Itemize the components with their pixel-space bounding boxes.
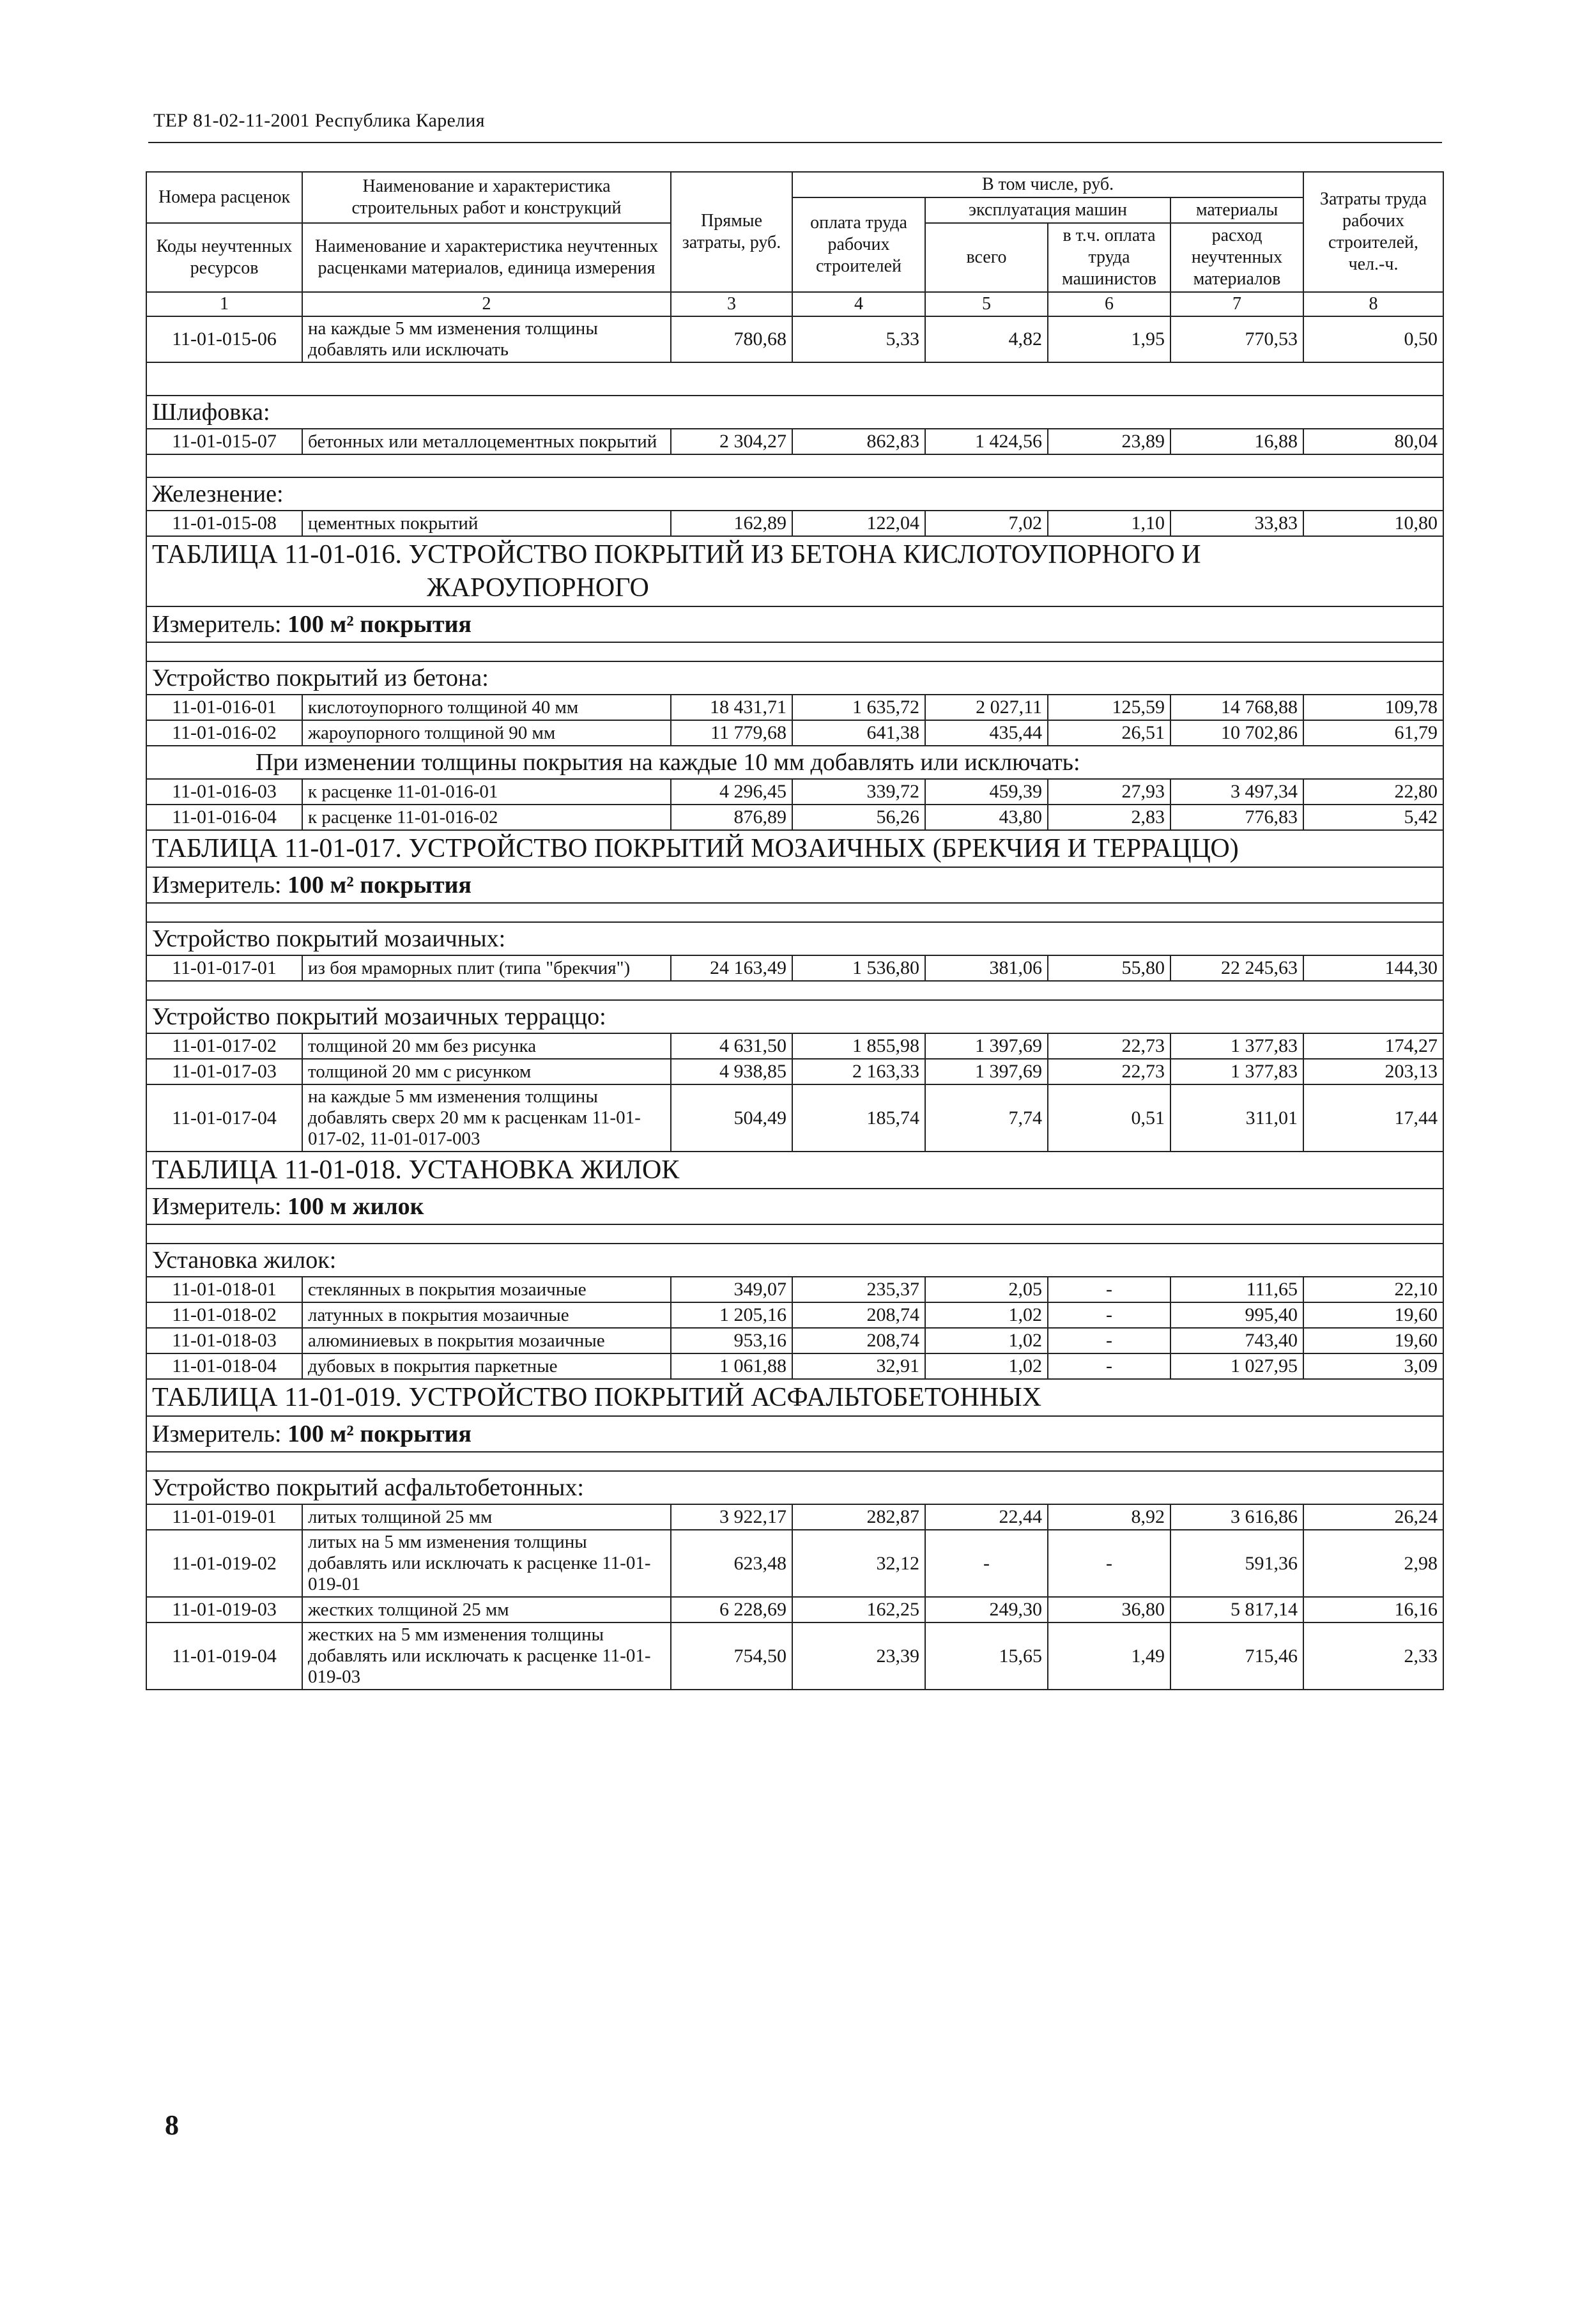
operators-pay: 55,80 (1048, 955, 1170, 981)
table-row (146, 1059, 1443, 1084)
section-title: Установка жилок: (146, 1244, 1443, 1277)
direct-costs: 18 431,71 (671, 695, 792, 720)
operators-pay: - (1048, 1353, 1170, 1379)
rate-code: 11-01-015-08 (146, 511, 302, 536)
column-number: 5 (925, 292, 1048, 316)
materials: 770,53 (1170, 316, 1303, 362)
rate-name: литых толщиной 25 мм (302, 1504, 671, 1530)
table-row (146, 1353, 1443, 1379)
column-numbers-row (146, 292, 1443, 316)
col-materials-header: материалы (1170, 197, 1303, 223)
measure-label: Измеритель: (152, 1193, 288, 1220)
table-row (146, 805, 1443, 830)
rate-code: 11-01-018-03 (146, 1328, 302, 1353)
rate-code: 11-01-017-02 (146, 1033, 302, 1059)
col-rate-number-header: Номера расценок (146, 172, 302, 223)
materials: 715,46 (1170, 1622, 1303, 1690)
machines-total: 1,02 (925, 1353, 1048, 1379)
column-number: 3 (671, 292, 792, 316)
spacer (146, 903, 1443, 922)
labor-hours: 10,80 (1303, 511, 1443, 536)
labor-hours: 3,09 (1303, 1353, 1443, 1379)
machines-total: 43,80 (925, 805, 1048, 830)
table-row (146, 1530, 1443, 1597)
machines-total: 1,02 (925, 1302, 1048, 1328)
operators-pay: - (1048, 1277, 1170, 1302)
col-labor-pay-header: оплата труда рабочих строителей (792, 197, 925, 292)
labor-hours: 2,98 (1303, 1530, 1443, 1597)
labor-pay: 122,04 (792, 511, 925, 536)
rate-code: 11-01-017-04 (146, 1084, 302, 1152)
direct-costs: 3 922,17 (671, 1504, 792, 1530)
spacer (146, 454, 1443, 477)
materials: 1 377,83 (1170, 1033, 1303, 1059)
rate-code: 11-01-016-03 (146, 779, 302, 805)
spacer (146, 362, 1443, 396)
rate-name: жароупорного толщиной 90 мм (302, 720, 671, 746)
table-row (146, 1302, 1443, 1328)
labor-hours: 80,04 (1303, 429, 1443, 454)
measure-label: Измеритель: (152, 1421, 288, 1447)
materials: 311,01 (1170, 1084, 1303, 1152)
rate-code: 11-01-018-01 (146, 1277, 302, 1302)
measure-unit (146, 867, 1443, 903)
machines-total: 249,30 (925, 1597, 1048, 1622)
labor-pay: 5,33 (792, 316, 925, 362)
direct-costs: 754,50 (671, 1622, 792, 1690)
rate-name: толщиной 20 мм без рисунка (302, 1033, 671, 1059)
rate-code: 11-01-017-03 (146, 1059, 302, 1084)
materials: 5 817,14 (1170, 1597, 1303, 1622)
table-row (146, 1033, 1443, 1059)
column-number: 1 (146, 292, 302, 316)
table-row (146, 511, 1443, 536)
col-labor-hours-header: Затраты труда рабочих строителей, чел.-ч. (1303, 172, 1443, 292)
operators-pay: - (1048, 1302, 1170, 1328)
table-row (146, 1504, 1443, 1530)
rate-name: алюминиевых в покрытия мозаичные (302, 1328, 671, 1353)
machines-total: 7,02 (925, 511, 1048, 536)
labor-pay: 282,87 (792, 1504, 925, 1530)
labor-pay: 162,25 (792, 1597, 925, 1622)
rate-name: бетонных или металлоцементных покрытий (302, 429, 671, 454)
materials: 111,65 (1170, 1277, 1303, 1302)
labor-hours: 16,16 (1303, 1597, 1443, 1622)
labor-pay: 235,37 (792, 1277, 925, 1302)
operators-pay: 22,73 (1048, 1059, 1170, 1084)
table-row (146, 1597, 1443, 1622)
operators-pay: 23,89 (1048, 429, 1170, 454)
table-row (146, 1277, 1443, 1302)
labor-hours: 19,60 (1303, 1328, 1443, 1353)
direct-costs: 11 779,68 (671, 720, 792, 746)
labor-hours: 5,42 (1303, 805, 1443, 830)
section-title: Устройство покрытий мозаичных терраццо: (146, 1000, 1443, 1033)
direct-costs: 4 631,50 (671, 1033, 792, 1059)
direct-costs: 953,16 (671, 1328, 792, 1353)
table-row (146, 1328, 1443, 1353)
rate-name: дубовых в покрытия паркетные (302, 1353, 671, 1379)
labor-pay: 23,39 (792, 1622, 925, 1690)
direct-costs: 6 228,69 (671, 1597, 792, 1622)
materials: 1 027,95 (1170, 1353, 1303, 1379)
labor-pay: 1 536,80 (792, 955, 925, 981)
labor-pay: 2 163,33 (792, 1059, 925, 1084)
col-unaccounted-name-header: Наименование и характеристика неучтенных расценками материалов, единица измерения (302, 223, 671, 292)
labor-pay: 208,74 (792, 1302, 925, 1328)
operators-pay: 36,80 (1048, 1597, 1170, 1622)
rate-code: 11-01-015-07 (146, 429, 302, 454)
operators-pay: 0,51 (1048, 1084, 1170, 1152)
direct-costs: 623,48 (671, 1530, 792, 1597)
rate-code: 11-01-019-04 (146, 1622, 302, 1690)
measure-value: 100 м² покрытия (288, 872, 472, 898)
direct-costs: 876,89 (671, 805, 792, 830)
col-unaccounted-materials-header: расход неучтенных материалов (1170, 223, 1303, 292)
labor-hours: 17,44 (1303, 1084, 1443, 1152)
measure-label: Измеритель: (152, 872, 288, 898)
spacer (146, 981, 1443, 1000)
machines-total: 459,39 (925, 779, 1048, 805)
table-title (146, 536, 1443, 606)
table-title: ТАБЛИЦА 11-01-018. УСТАНОВКА ЖИЛОК (146, 1152, 1443, 1189)
table-row (146, 1084, 1443, 1152)
labor-hours: 203,13 (1303, 1059, 1443, 1084)
rate-name: литых на 5 мм изменения толщины добавлять или исключать к расценке 11-01-019-01 (302, 1530, 671, 1597)
operators-pay: 22,73 (1048, 1033, 1170, 1059)
materials: 591,36 (1170, 1530, 1303, 1597)
direct-costs: 162,89 (671, 511, 792, 536)
col-machines-header: эксплуатация машин (925, 197, 1170, 223)
table-row (146, 1622, 1443, 1690)
direct-costs: 1 205,16 (671, 1302, 792, 1328)
labor-hours: 174,27 (1303, 1033, 1443, 1059)
labor-hours: 19,60 (1303, 1302, 1443, 1328)
col-resource-codes-header: Коды неучтенных ресурсов (146, 223, 302, 292)
machines-total: 381,06 (925, 955, 1048, 981)
rate-name: из боя мраморных плит (типа "брекчия") (302, 955, 671, 981)
machines-total: - (925, 1530, 1048, 1597)
materials: 1 377,83 (1170, 1059, 1303, 1084)
rate-code: 11-01-016-01 (146, 695, 302, 720)
machines-total: 22,44 (925, 1504, 1048, 1530)
col-machines-total-header: всего (925, 223, 1048, 292)
direct-costs: 2 304,27 (671, 429, 792, 454)
machines-total: 1,02 (925, 1328, 1048, 1353)
labor-hours: 61,79 (1303, 720, 1443, 746)
column-number: 8 (1303, 292, 1443, 316)
labor-pay: 56,26 (792, 805, 925, 830)
col-operators-pay-header: в т.ч. оплата труда машинистов (1048, 223, 1170, 292)
labor-pay: 339,72 (792, 779, 925, 805)
rate-name: латунных в покрытия мозаичные (302, 1302, 671, 1328)
direct-costs: 24 163,49 (671, 955, 792, 981)
table-row (146, 720, 1443, 746)
table-title-line: ТАБЛИЦА 11-01-016. УСТРОЙСТВО ПОКРЫТИЙ ИЗ БЕТОНА КИСЛОТОУПОРНОГО И (152, 540, 1201, 569)
rate-code: 11-01-018-02 (146, 1302, 302, 1328)
direct-costs: 4 296,45 (671, 779, 792, 805)
measure-value: 100 м жилок (288, 1193, 424, 1220)
operators-pay: 1,10 (1048, 511, 1170, 536)
direct-costs: 504,49 (671, 1084, 792, 1152)
operators-pay: - (1048, 1530, 1170, 1597)
labor-hours: 144,30 (1303, 955, 1443, 981)
operators-pay: 1,49 (1048, 1622, 1170, 1690)
machines-total: 2,05 (925, 1277, 1048, 1302)
column-number: 4 (792, 292, 925, 316)
materials: 995,40 (1170, 1302, 1303, 1328)
materials: 33,83 (1170, 511, 1303, 536)
operators-pay: 27,93 (1048, 779, 1170, 805)
direct-costs: 780,68 (671, 316, 792, 362)
materials: 16,88 (1170, 429, 1303, 454)
rate-name: жестких на 5 мм изменения толщины добавлять или исключать к расценке 11-01-019-03 (302, 1622, 671, 1690)
rate-name: к расценке 11-01-016-01 (302, 779, 671, 805)
materials: 10 702,86 (1170, 720, 1303, 746)
labor-pay: 208,74 (792, 1328, 925, 1353)
table-row (146, 955, 1443, 981)
rate-code: 11-01-016-04 (146, 805, 302, 830)
measure-unit (146, 1189, 1443, 1224)
labor-hours: 2,33 (1303, 1622, 1443, 1690)
operators-pay: 8,92 (1048, 1504, 1170, 1530)
document-header: ТЕР 81-02-11-2001 Республика Карелия (153, 110, 485, 131)
labor-hours: 22,10 (1303, 1277, 1443, 1302)
rate-code: 11-01-016-02 (146, 720, 302, 746)
table-row (146, 695, 1443, 720)
col-direct-costs-header: Прямые затраты, руб. (671, 172, 792, 292)
operators-pay: 125,59 (1048, 695, 1170, 720)
operators-pay: 26,51 (1048, 720, 1170, 746)
machines-total: 7,74 (925, 1084, 1048, 1152)
column-number: 7 (1170, 292, 1303, 316)
measure-value: 100 м² покрытия (288, 611, 472, 638)
materials: 3 497,34 (1170, 779, 1303, 805)
labor-pay: 862,83 (792, 429, 925, 454)
operators-pay: 1,95 (1048, 316, 1170, 362)
machines-total: 4,82 (925, 316, 1048, 362)
labor-hours: 0,50 (1303, 316, 1443, 362)
spacer (146, 1452, 1443, 1471)
section-title: Устройство покрытий из бетона: (146, 661, 1443, 695)
labor-pay: 641,38 (792, 720, 925, 746)
col-including-header: В том числе, руб. (792, 172, 1303, 197)
rate-name: на каждые 5 мм изменения толщины добавлять сверх 20 мм к расценкам 11-01-017-02, 11-01-017-003 (302, 1084, 671, 1152)
machines-total: 1 397,69 (925, 1059, 1048, 1084)
column-number: 2 (302, 292, 671, 316)
table-row (146, 779, 1443, 805)
header-divider (148, 142, 1442, 143)
materials: 3 616,86 (1170, 1504, 1303, 1530)
rate-name: цементных покрытий (302, 511, 671, 536)
rate-name: кислотоупорного толщиной 40 мм (302, 695, 671, 720)
direct-costs: 349,07 (671, 1277, 792, 1302)
page-number: 8 (165, 2109, 179, 2141)
operators-pay: 2,83 (1048, 805, 1170, 830)
labor-pay: 32,12 (792, 1530, 925, 1597)
table-title: ТАБЛИЦА 11-01-019. УСТРОЙСТВО ПОКРЫТИЙ АСФАЛЬТОБЕТОННЫХ (146, 1379, 1443, 1416)
section-title: При изменении толщины покрытия на каждые 10 мм добавлять или исключать: (146, 746, 1443, 779)
labor-hours: 26,24 (1303, 1504, 1443, 1530)
rate-code: 11-01-015-06 (146, 316, 302, 362)
measure-unit (146, 1416, 1443, 1452)
rate-name: стеклянных в покрытия мозаичные (302, 1277, 671, 1302)
column-number: 6 (1048, 292, 1170, 316)
rate-name: к расценке 11-01-016-02 (302, 805, 671, 830)
section-title: Железнение: (146, 477, 1443, 511)
direct-costs: 1 061,88 (671, 1353, 792, 1379)
labor-pay: 1 635,72 (792, 695, 925, 720)
direct-costs: 4 938,85 (671, 1059, 792, 1084)
materials: 776,83 (1170, 805, 1303, 830)
rate-name: на каждые 5 мм изменения толщины добавлять или исключать (302, 316, 671, 362)
machines-total: 1 397,69 (925, 1033, 1048, 1059)
labor-pay: 1 855,98 (792, 1033, 925, 1059)
table-title: ТАБЛИЦА 11-01-017. УСТРОЙСТВО ПОКРЫТИЙ МОЗАИЧНЫХ (БРЕКЧИЯ И ТЕРРАЦЦО) (146, 830, 1443, 867)
labor-hours: 109,78 (1303, 695, 1443, 720)
machines-total: 2 027,11 (925, 695, 1048, 720)
materials: 22 245,63 (1170, 955, 1303, 981)
materials: 743,40 (1170, 1328, 1303, 1353)
spacer (146, 1224, 1443, 1244)
operators-pay: - (1048, 1328, 1170, 1353)
materials: 14 768,88 (1170, 695, 1303, 720)
rates-table (146, 171, 1444, 1690)
rate-code: 11-01-019-01 (146, 1504, 302, 1530)
rate-code: 11-01-017-01 (146, 955, 302, 981)
table-row (146, 316, 1443, 362)
rate-name: жестких толщиной 25 мм (302, 1597, 671, 1622)
machines-total: 15,65 (925, 1622, 1048, 1690)
measure-unit (146, 606, 1443, 642)
rate-code: 11-01-019-02 (146, 1530, 302, 1597)
machines-total: 1 424,56 (925, 429, 1048, 454)
labor-pay: 185,74 (792, 1084, 925, 1152)
section-title: Устройство покрытий мозаичных: (146, 922, 1443, 955)
rate-name: толщиной 20 мм с рисунком (302, 1059, 671, 1084)
table-title-line: ЖАРОУПОРНОГО (427, 573, 649, 603)
col-work-name-header: Наименование и характеристика строительных работ и конструкций (302, 172, 671, 223)
measure-value: 100 м² покрытия (288, 1421, 472, 1447)
section-title: Шлифовка: (146, 396, 1443, 429)
labor-pay: 32,91 (792, 1353, 925, 1379)
measure-label: Измеритель: (152, 611, 288, 638)
section-title: Устройство покрытий асфальтобетонных: (146, 1471, 1443, 1504)
labor-hours: 22,80 (1303, 779, 1443, 805)
table-row (146, 429, 1443, 454)
rate-code: 11-01-019-03 (146, 1597, 302, 1622)
machines-total: 435,44 (925, 720, 1048, 746)
spacer (146, 642, 1443, 661)
rate-code: 11-01-018-04 (146, 1353, 302, 1379)
